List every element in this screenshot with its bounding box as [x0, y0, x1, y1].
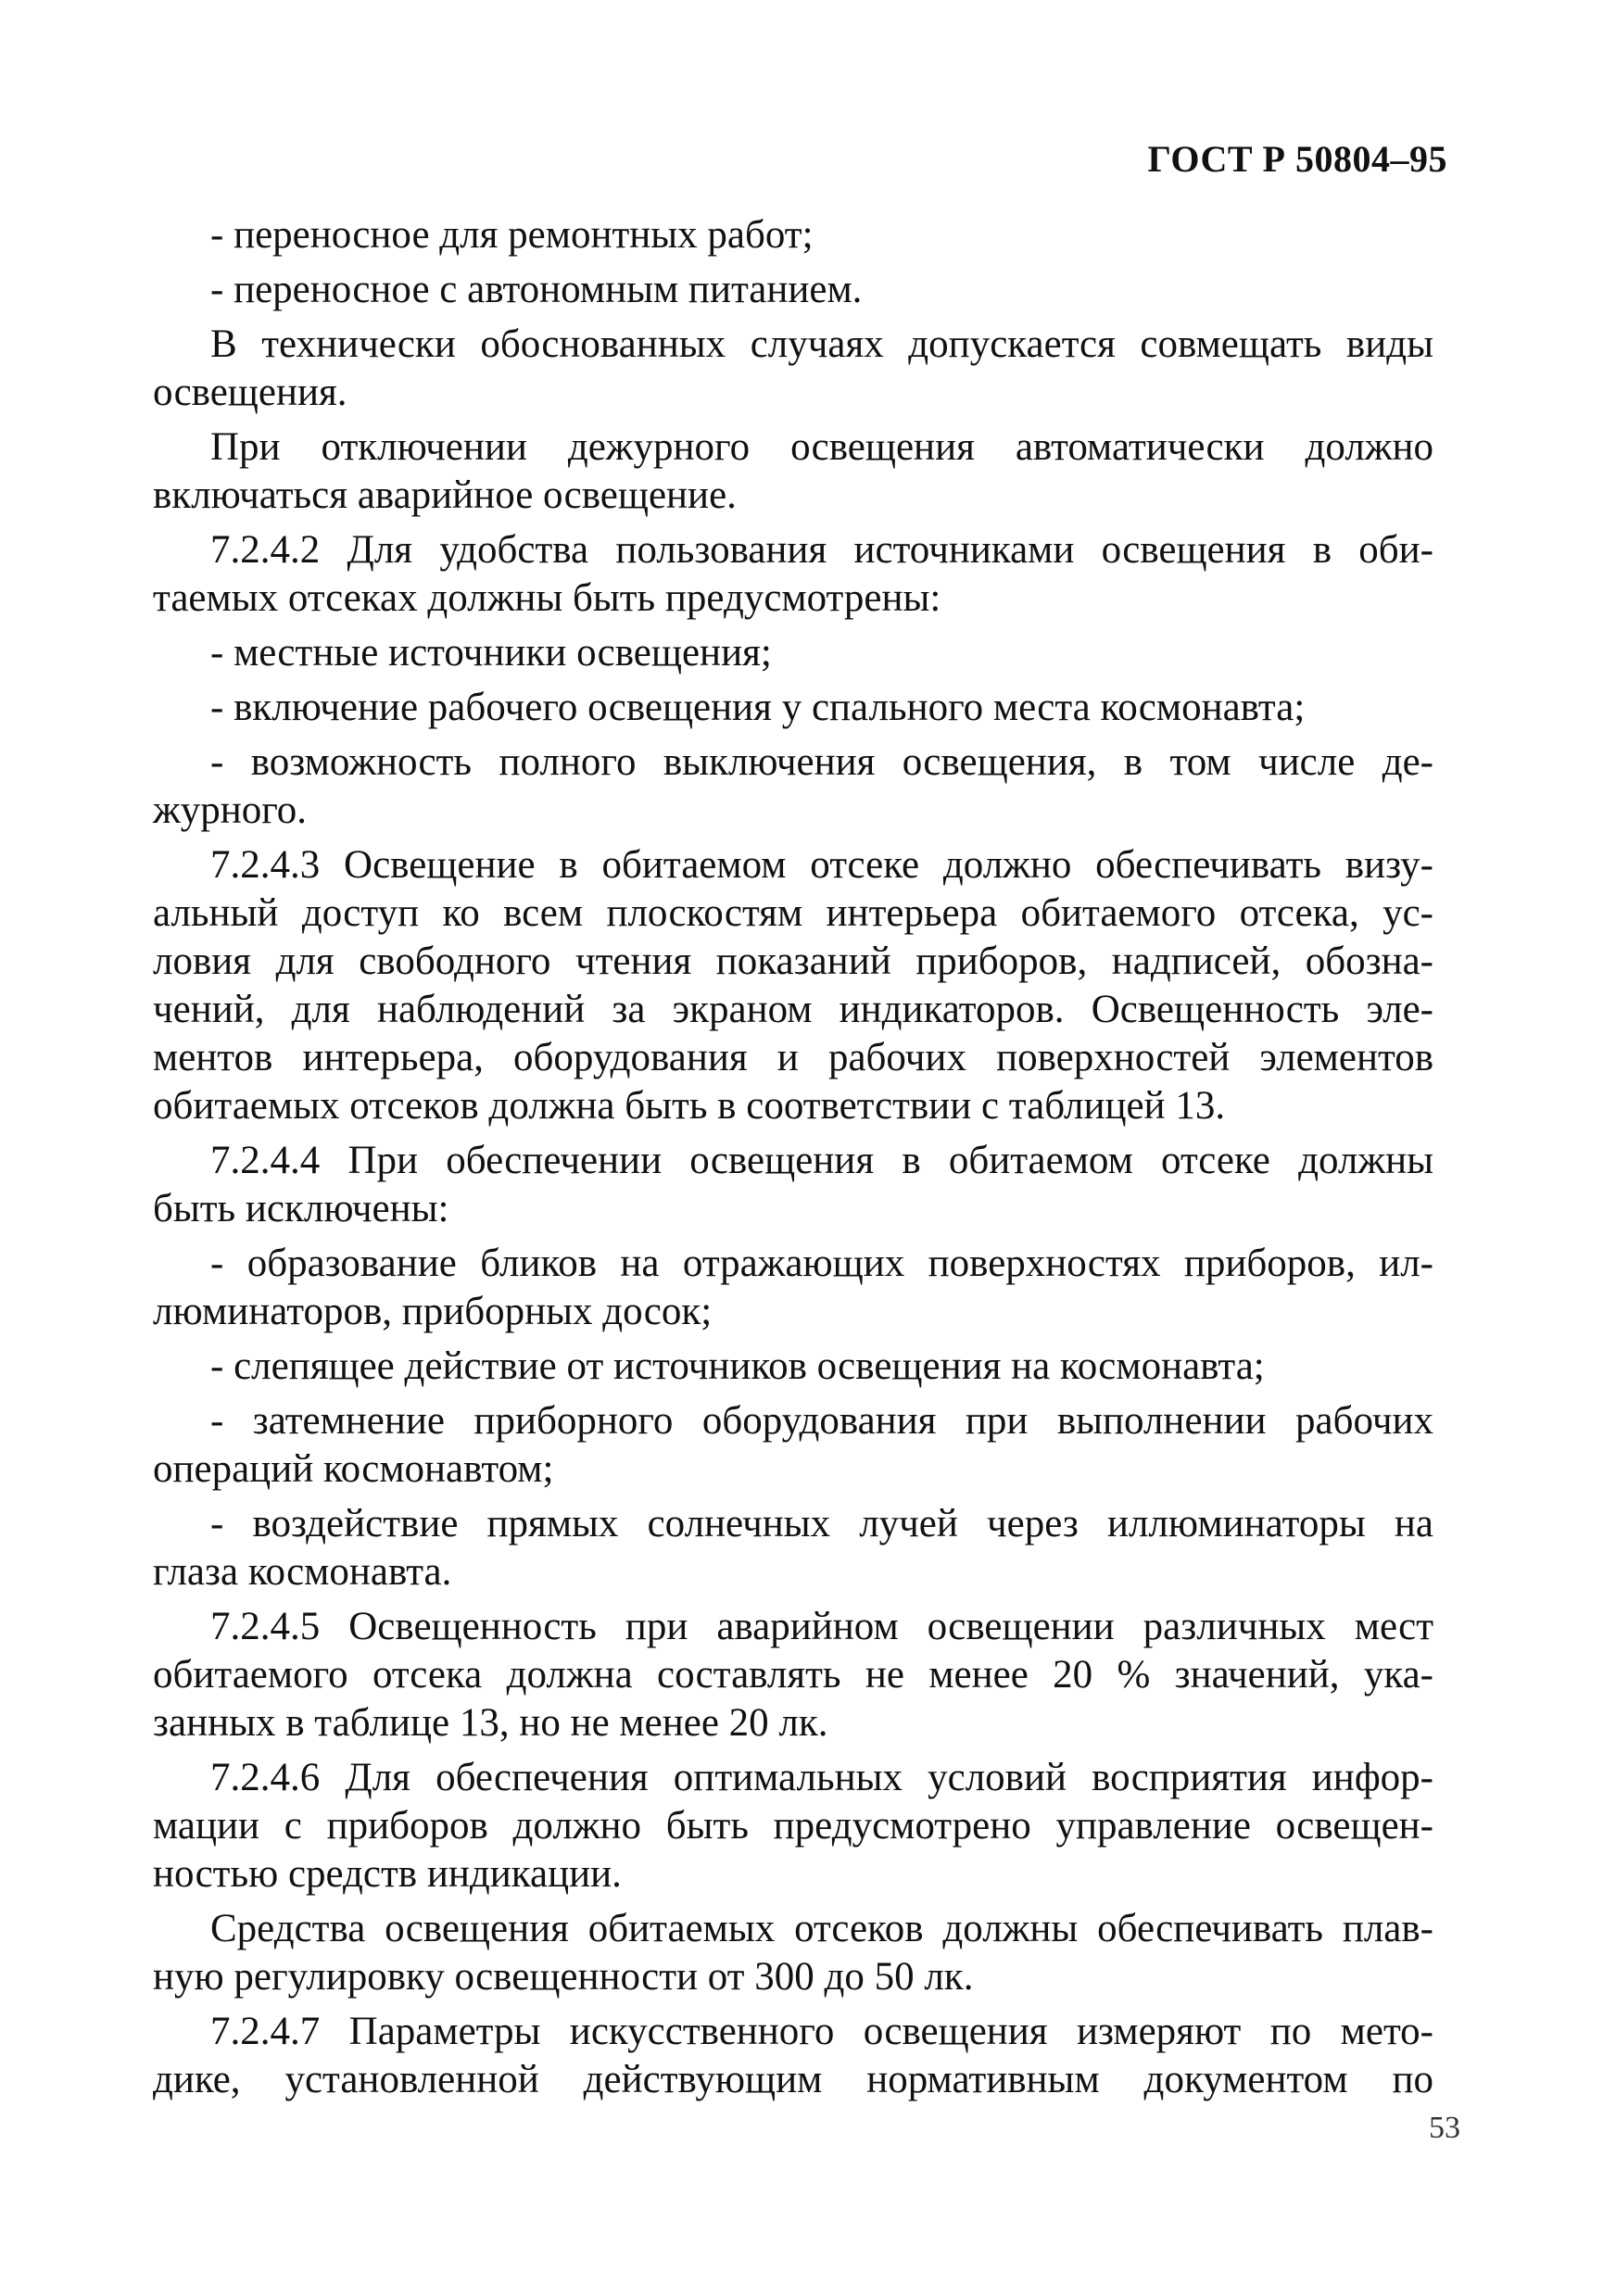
text-line: дике, установленной действующим нормативным документом по: [153, 2058, 1433, 2101]
text-line: 7.2.4.3 Освещение в обитаемом отсеке должно обеспечивать визу-: [210, 843, 1433, 887]
text-line: мации с приборов должно быть предусмотрено управление освещен-: [153, 1804, 1433, 1848]
text-line: люминаторов, приборных досок;: [153, 1290, 713, 1333]
text-line: журного.: [153, 788, 308, 832]
text-line: - переносное с автономным питанием.: [210, 268, 863, 311]
text-line: быть исключены:: [153, 1187, 449, 1230]
text-line: 7.2.4.2 Для удобства пользования источниками освещения в оби-: [210, 528, 1433, 572]
text-line: - слепящее действие от источников освещения на космонавта;: [210, 1344, 1265, 1388]
text-line: ную регулировку освещенности от 300 до 50 лк.: [153, 1955, 974, 1999]
text-line: обитаемых отсеков должна быть в соответствии с таблицей 13.: [153, 1084, 1226, 1128]
text-line: В технически обоснованных случаях допускается совмещать виды: [210, 322, 1433, 366]
text-line: ловия для свободного чтения показаний приборов, надписей, обозна-: [153, 940, 1433, 983]
text-line: - включение рабочего освещения у спального места космонавта;: [210, 686, 1306, 729]
text-line: включаться аварийное освещение.: [153, 473, 737, 517]
text-line: Средства освещения обитаемых отсеков должны обеспечивать плав-: [210, 1907, 1433, 1950]
text-line: - возможность полного выключения освещения, в том числе де-: [210, 740, 1433, 784]
document-code-header: ГОСТ Р 50804–95: [1147, 138, 1447, 180]
page-number: 53: [1429, 2111, 1460, 2145]
text-line: - переносное для ремонтных работ;: [210, 213, 814, 257]
text-line: - воздействие прямых солнечных лучей через иллюминаторы на: [210, 1502, 1433, 1545]
text-line: - затемнение приборного оборудования при выполнении рабочих: [210, 1399, 1433, 1443]
text-line: 7.2.4.6 Для обеспечения оптимальных условий восприятия инфор-: [210, 1756, 1433, 1799]
text-line: глаза космонавта.: [153, 1550, 452, 1594]
text-line: обитаемого отсека должна составлять не менее 20 % значений, ука-: [153, 1653, 1433, 1697]
text-line: таемых отсеках должны быть предусмотрены:: [153, 576, 941, 620]
text-line: альный доступ ко всем плоскостям интерьера обитаемого отсека, ус-: [153, 891, 1433, 935]
text-line: чений, для наблюдений за экраном индикаторов. Освещенность эле-: [153, 988, 1433, 1031]
text-line: занных в таблице 13, но не менее 20 лк.: [153, 1701, 828, 1745]
text-line: ментов интерьера, оборудования и рабочих поверхностей элементов: [153, 1036, 1433, 1079]
text-line: операций космонавтом;: [153, 1447, 554, 1491]
text-line: 7.2.4.5 Освещенность при аварийном освещении различных мест: [210, 1605, 1433, 1648]
text-line: 7.2.4.7 Параметры искусственного освещения измеряют по мето-: [210, 2010, 1433, 2053]
body-text: [153, 211, 1433, 2104]
text-line: освещения.: [153, 371, 347, 414]
text-line: - местные источники освещения;: [210, 631, 772, 675]
text-line: ностью средств индикации.: [153, 1852, 622, 1896]
text-line: При отключении дежурного освещения автоматически должно: [210, 425, 1433, 469]
text-line: 7.2.4.4 При обеспечении освещения в обитаемом отсеке должны: [210, 1139, 1433, 1182]
text-line: - образование бликов на отражающих поверхностях приборов, ил-: [210, 1242, 1433, 1285]
